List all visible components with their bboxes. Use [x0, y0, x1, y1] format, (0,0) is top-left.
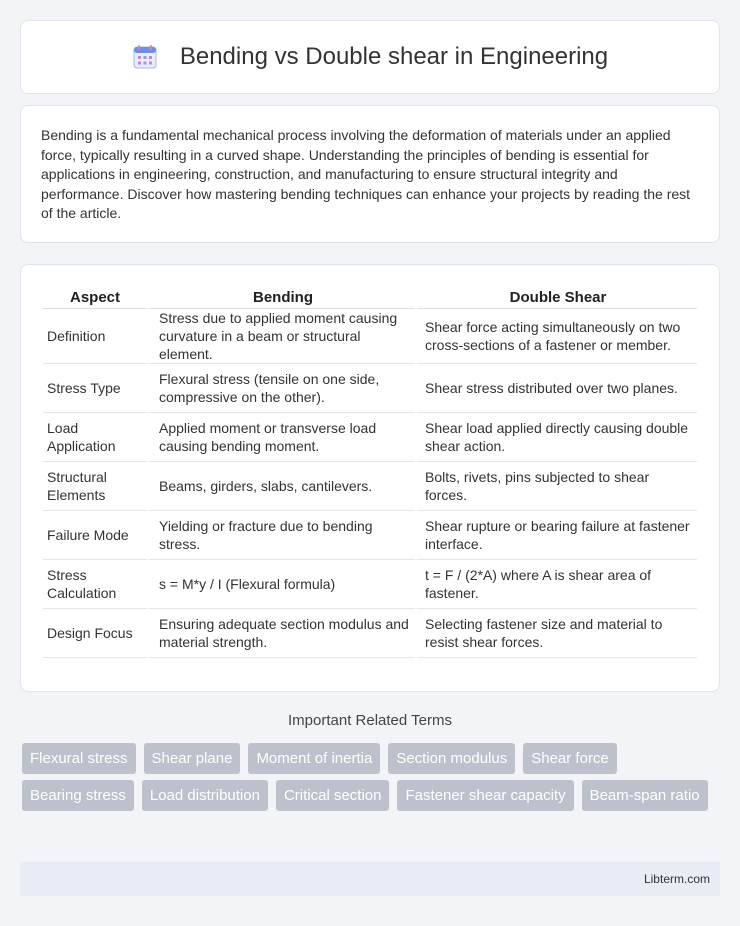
table-row: [43, 560, 697, 609]
cell-aspect: Definition: [43, 309, 147, 364]
calendar-icon: [132, 44, 158, 70]
term-tag[interactable]: Shear force: [523, 743, 617, 774]
term-tag[interactable]: Moment of inertia: [248, 743, 380, 774]
cell-bending: s = M*y / I (Flexural formula): [147, 560, 415, 609]
cell-double-shear: Shear rupture or bearing failure at fastener interface.: [415, 511, 697, 560]
related-terms-title: Important Related Terms: [288, 712, 452, 729]
table-row: [43, 462, 697, 511]
term-tag[interactable]: Shear plane: [144, 743, 241, 774]
cell-double-shear: Bolts, rivets, pins subjected to shear forces.: [415, 462, 697, 511]
table-row: [43, 309, 697, 364]
cell-bending: Ensuring adequate section modulus and material strength.: [147, 609, 415, 658]
term-tag[interactable]: Flexural stress: [22, 743, 136, 774]
cell-double-shear: Shear load applied directly causing double shear action.: [415, 413, 697, 462]
cell-bending: Stress due to applied moment causing curvature in a beam or structural element.: [147, 309, 415, 364]
title-wrap: [132, 43, 608, 71]
intro-paragraph: Bending is a fundamental mechanical process involving the deformation of materials under an applied force, typically resulting in a curved shape. Understanding the principles of bending is essential for applications in engineering, construction, and manufacturing to ensure structural integrity and performance. Discover how mastering bending techniques can enhance your projects by reading the rest of the article.: [41, 127, 691, 222]
cell-aspect: Stress Calculation: [43, 560, 147, 609]
page-title: Bending vs Double shear in Engineering: [179, 43, 609, 70]
term-tag[interactable]: Section modulus: [388, 743, 515, 774]
comparison-table: [43, 285, 697, 658]
cell-aspect: Structural Elements: [43, 462, 147, 511]
footer-site-link[interactable]: Libterm.com: [643, 872, 710, 886]
intro-card: [20, 105, 720, 243]
term-tag[interactable]: Bearing stress: [22, 780, 134, 811]
cell-bending: Yielding or fracture due to bending stress.: [147, 511, 415, 560]
table-row: [43, 511, 697, 560]
header-card: [20, 20, 720, 94]
term-tag[interactable]: Load distribution: [142, 780, 268, 811]
cell-bending: Beams, girders, slabs, cantilevers.: [147, 462, 415, 511]
table-header-row: [43, 285, 697, 309]
cell-bending: Applied moment or transverse load causing bending moment.: [147, 413, 415, 462]
cell-double-shear: Shear force acting simultaneously on two cross-sections of a fastener or member.: [415, 309, 697, 364]
cell-aspect: Failure Mode: [43, 511, 147, 560]
cell-aspect: Load Application: [43, 413, 147, 462]
table-row: [43, 413, 697, 462]
footer: [20, 862, 720, 896]
term-tag[interactable]: Beam-span ratio: [582, 780, 708, 811]
related-terms-list: [22, 743, 718, 811]
comparison-table-card: [20, 264, 720, 692]
cell-bending: Flexural stress (tensile on one side, compressive on the other).: [147, 364, 415, 413]
term-tag[interactable]: Fastener shear capacity: [397, 780, 573, 811]
term-tag[interactable]: Critical section: [276, 780, 390, 811]
cell-double-shear: Shear stress distributed over two planes.: [415, 364, 697, 413]
table-row: [43, 364, 697, 413]
cell-double-shear: t = F / (2*A) where A is shear area of fastener.: [415, 560, 697, 609]
table-row: [43, 609, 697, 658]
header-bending: Bending: [147, 285, 415, 309]
header-aspect: Aspect: [43, 285, 147, 309]
cell-aspect: Stress Type: [43, 364, 147, 413]
header-double-shear: Double Shear: [415, 285, 697, 309]
cell-aspect: Design Focus: [43, 609, 147, 658]
cell-double-shear: Selecting fastener size and material to resist shear forces.: [415, 609, 697, 658]
